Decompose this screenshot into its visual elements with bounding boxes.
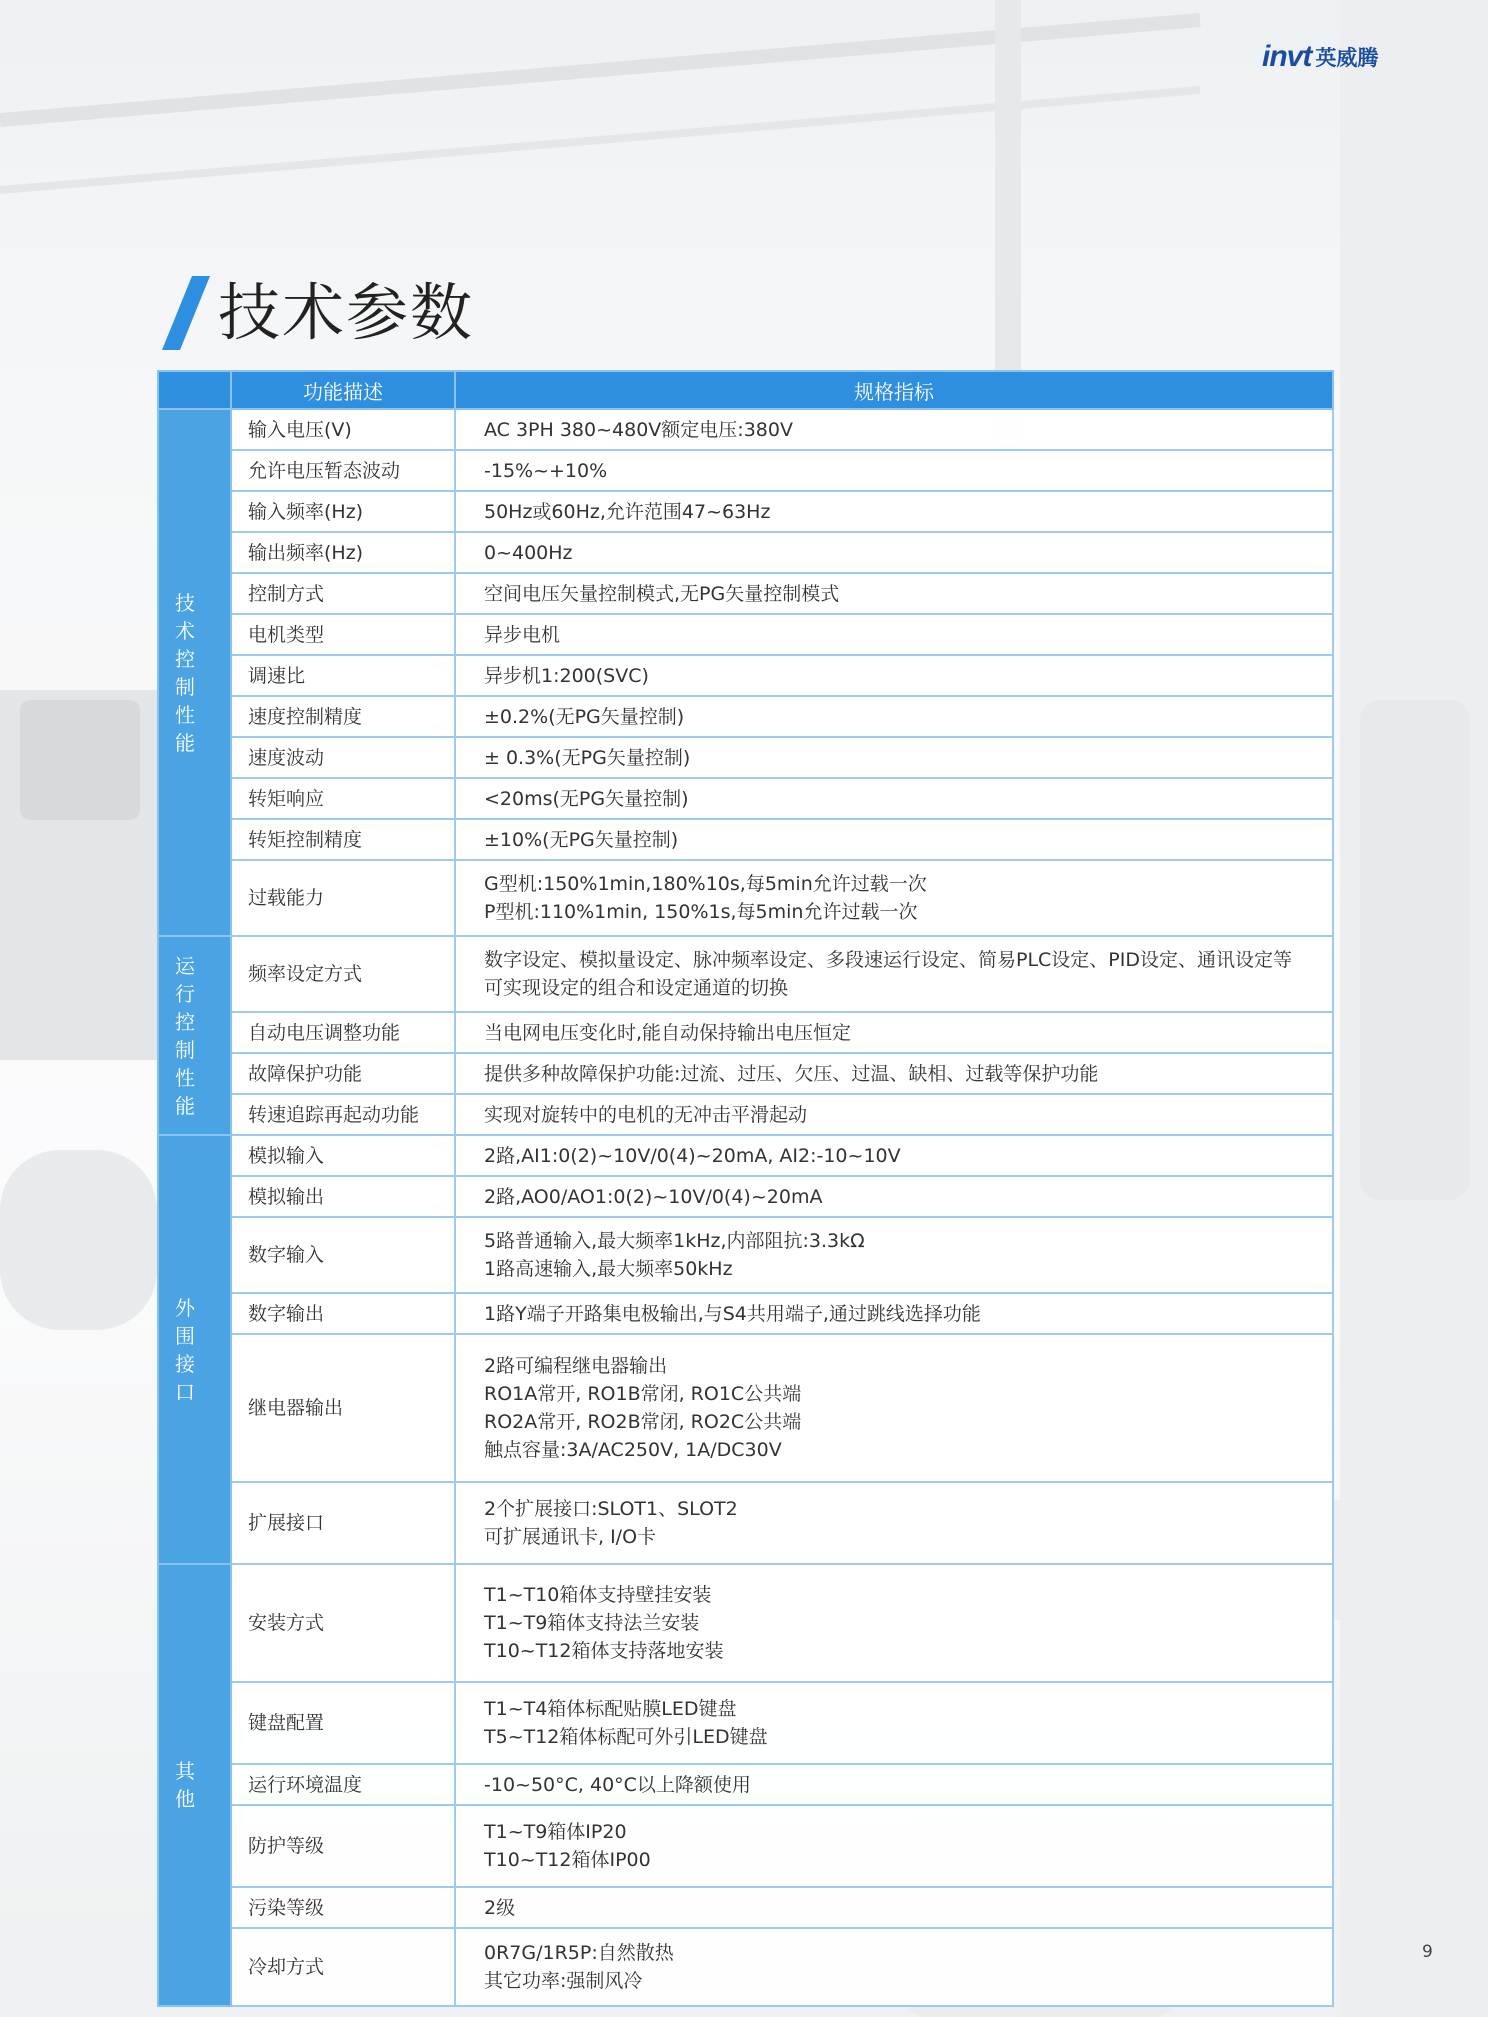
spec-value-line: 2个扩展接口:SLOT1、SLOT2: [484, 1498, 738, 1520]
spec-value-line: 可扩展通讯卡, I/O卡: [484, 1526, 657, 1548]
spec-value-cell: [455, 532, 1333, 573]
function-name-cell: 过载能力: [231, 860, 455, 936]
function-name-cell: 运行环境温度: [231, 1764, 455, 1805]
spec-value-cell: [455, 1928, 1333, 2006]
table-row: [158, 1176, 1333, 1217]
spec-value-cell: [455, 1293, 1333, 1334]
function-name-cell: 继电器输出: [231, 1334, 455, 1482]
spec-value-line: 其它功率:强制风冷: [484, 1970, 643, 1992]
function-name-cell: 电机类型: [231, 614, 455, 655]
spec-value-line: G型机:150%1min,180%10s,每5min允许过载一次: [484, 873, 927, 895]
spec-value-line: RO1A常开, RO1B常闭, RO1C公共端: [484, 1383, 802, 1405]
category-cell: 其他: [158, 1564, 231, 2006]
table-row: [158, 1094, 1333, 1135]
spec-value-cell: [455, 655, 1333, 696]
function-name-cell: 输出频率(Hz): [231, 532, 455, 573]
table-row: [158, 1887, 1333, 1928]
spec-value-line: 空间电压矢量控制模式,无PG矢量控制模式: [484, 582, 840, 605]
spec-value-line: 1路高速输入,最大频率50kHz: [484, 1258, 733, 1280]
table-row: [158, 1564, 1333, 1682]
spec-value-line: T1~T10箱体支持壁挂安装: [484, 1584, 712, 1606]
table-row: [158, 1764, 1333, 1805]
spec-value-cell: [455, 1682, 1333, 1764]
table-row: [158, 737, 1333, 778]
table-row: [158, 860, 1333, 936]
spec-value-line: 实现对旋转中的电机的无冲击平滑起动: [484, 1103, 808, 1126]
header-corner: [158, 371, 231, 409]
function-name-cell: 扩展接口: [231, 1482, 455, 1564]
spec-value-line: 2路,AI1:0(2)~10V/0(4)~20mA, AI2:-10~10V: [484, 1144, 901, 1167]
spec-value-line: T1~T9箱体IP20: [484, 1821, 627, 1843]
page-title: 技术参数: [218, 275, 475, 349]
function-name-cell: 安装方式: [231, 1564, 455, 1682]
function-name-cell: 冷却方式: [231, 1928, 455, 2006]
spec-value-cell: [455, 778, 1333, 819]
table-row: [158, 1805, 1333, 1887]
function-name-cell: 转矩响应: [231, 778, 455, 819]
header-spec: 规格指标: [455, 371, 1333, 409]
function-name-cell: 速度波动: [231, 737, 455, 778]
spec-table: [157, 370, 1334, 2007]
spec-value-line: ±0.2%(无PG矢量控制): [484, 705, 685, 728]
function-name-cell: 自动电压调整功能: [231, 1012, 455, 1053]
table-row: [158, 1482, 1333, 1564]
spec-value-line: T1~T4箱体标配贴膜LED键盘: [484, 1698, 737, 1720]
function-name-cell: 转矩控制精度: [231, 819, 455, 860]
spec-value-cell: [455, 936, 1333, 1012]
spec-value-line: 2路,AO0/AO1:0(2)~10V/0(4)~20mA: [484, 1185, 823, 1208]
spec-value-line: 1路Y端子开路集电极输出,与S4共用端子,通过跳线选择功能: [484, 1302, 981, 1325]
spec-value-cell: [455, 1334, 1333, 1482]
table-row: [158, 1053, 1333, 1094]
spec-value-cell: [455, 1135, 1333, 1176]
page-number: 9: [1422, 1942, 1433, 1962]
spec-value-cell: [455, 1564, 1333, 1682]
function-name-cell: 速度控制精度: [231, 696, 455, 737]
spec-value-line: 0~400Hz: [484, 541, 573, 564]
logo-cn-text: 英威腾: [1315, 46, 1379, 70]
function-name-cell: 污染等级: [231, 1887, 455, 1928]
spec-value-line: -15%~+10%: [484, 459, 608, 482]
spec-value-line: 当电网电压变化时,能自动保持输出电压恒定: [484, 1021, 852, 1044]
table-header-row: [158, 371, 1333, 409]
spec-value-cell: [455, 1176, 1333, 1217]
function-name-cell: 控制方式: [231, 573, 455, 614]
category-cell: 外围接口: [158, 1135, 231, 1564]
table-row: [158, 1334, 1333, 1482]
brand-logo: [1262, 40, 1378, 74]
function-name-cell: 模拟输出: [231, 1176, 455, 1217]
spec-value-line: 提供多种故障保护功能:过流、过压、欠压、过温、缺相、过载等保护功能: [484, 1062, 1099, 1085]
table-row: [158, 1135, 1333, 1176]
function-name-cell: 数字输入: [231, 1217, 455, 1293]
function-name-cell: 调速比: [231, 655, 455, 696]
table-row: [158, 778, 1333, 819]
spec-value-line: RO2A常开, RO2B常闭, RO2C公共端: [484, 1411, 802, 1433]
table-row: [158, 696, 1333, 737]
spec-value-cell: [455, 1805, 1333, 1887]
spec-value-line: P型机:110%1min, 150%1s,每5min允许过载一次: [484, 901, 918, 923]
spec-value-line: 2级: [484, 1896, 516, 1919]
function-name-cell: 频率设定方式: [231, 936, 455, 1012]
table-row: [158, 491, 1333, 532]
table-row: [158, 1682, 1333, 1764]
spec-value-line: T10~T12箱体IP00: [484, 1849, 651, 1871]
spec-value-line: ±10%(无PG矢量控制): [484, 828, 679, 851]
header-function: 功能描述: [231, 371, 455, 409]
spec-value-cell: [455, 1053, 1333, 1094]
spec-value-line: 可实现设定的组合和设定通道的切换: [484, 977, 789, 999]
spec-value-cell: [455, 696, 1333, 737]
spec-value-cell: [455, 450, 1333, 491]
table-row: [158, 819, 1333, 860]
spec-value-line: 0R7G/1R5P:自然散热: [484, 1942, 674, 1964]
spec-value-cell: [455, 1482, 1333, 1564]
spec-value-line: 触点容量:3A/AC250V, 1A/DC30V: [484, 1439, 782, 1461]
spec-value-cell: [455, 1094, 1333, 1135]
table-row: [158, 1293, 1333, 1334]
spec-value-line: 异步机1:200(SVC): [484, 664, 649, 687]
function-name-cell: 防护等级: [231, 1805, 455, 1887]
table-row: [158, 1012, 1333, 1053]
spec-value-line: AC 3PH 380~480V额定电压:380V: [484, 418, 793, 441]
spec-value-cell: [455, 409, 1333, 450]
spec-value-line: -10~50°C, 40°C以上降额使用: [484, 1773, 751, 1796]
spec-value-line: 5路普通输入,最大频率1kHz,内部阻抗:3.3kΩ: [484, 1230, 865, 1252]
spec-value-line: ± 0.3%(无PG矢量控制): [484, 746, 691, 769]
spec-value-line: T10~T12箱体支持落地安装: [484, 1640, 724, 1662]
table-row: [158, 450, 1333, 491]
table-row: [158, 573, 1333, 614]
category-cell: 运行控制性能: [158, 936, 231, 1135]
function-name-cell: 模拟输入: [231, 1135, 455, 1176]
spec-value-cell: [455, 1764, 1333, 1805]
spec-value-line: 异步电机: [484, 623, 561, 646]
table-row: [158, 409, 1333, 450]
spec-value-cell: [455, 819, 1333, 860]
spec-value-cell: [455, 573, 1333, 614]
title-slash-icon: [162, 276, 210, 350]
table-row: [158, 532, 1333, 573]
spec-value-cell: [455, 1217, 1333, 1293]
function-name-cell: 故障保护功能: [231, 1053, 455, 1094]
page-title-block: [162, 240, 474, 385]
table-row: [158, 936, 1333, 1012]
function-name-cell: 转速追踪再起动功能: [231, 1094, 455, 1135]
logo-text: invt: [1262, 40, 1312, 73]
table-row: [158, 614, 1333, 655]
spec-value-cell: [455, 614, 1333, 655]
spec-value-line: 50Hz或60Hz,允许范围47~63Hz: [484, 500, 771, 523]
spec-value-cell: [455, 860, 1333, 936]
table-body: [158, 409, 1333, 2006]
function-name-cell: 键盘配置: [231, 1682, 455, 1764]
table-row: [158, 655, 1333, 696]
function-name-cell: 允许电压暂态波动: [231, 450, 455, 491]
spec-value-cell: [455, 737, 1333, 778]
spec-value-cell: [455, 1012, 1333, 1053]
table-row: [158, 1217, 1333, 1293]
spec-value-line: T5~T12箱体标配可外引LED键盘: [484, 1726, 768, 1748]
spec-value-line: 数字设定、模拟量设定、脉冲频率设定、多段速运行设定、简易PLC设定、PID设定、通讯设定等: [484, 949, 1293, 971]
spec-value-cell: [455, 1887, 1333, 1928]
spec-value-line: 2路可编程继电器输出: [484, 1355, 668, 1377]
spec-value-cell: [455, 491, 1333, 532]
spec-value-line: <20ms(无PG矢量控制): [484, 787, 689, 810]
category-cell: 技术控制性能: [158, 409, 231, 936]
function-name-cell: 输入频率(Hz): [231, 491, 455, 532]
table-row: [158, 1928, 1333, 2006]
function-name-cell: 数字输出: [231, 1293, 455, 1334]
spec-value-line: T1~T9箱体支持法兰安装: [484, 1612, 700, 1634]
function-name-cell: 输入电压(V): [231, 409, 455, 450]
